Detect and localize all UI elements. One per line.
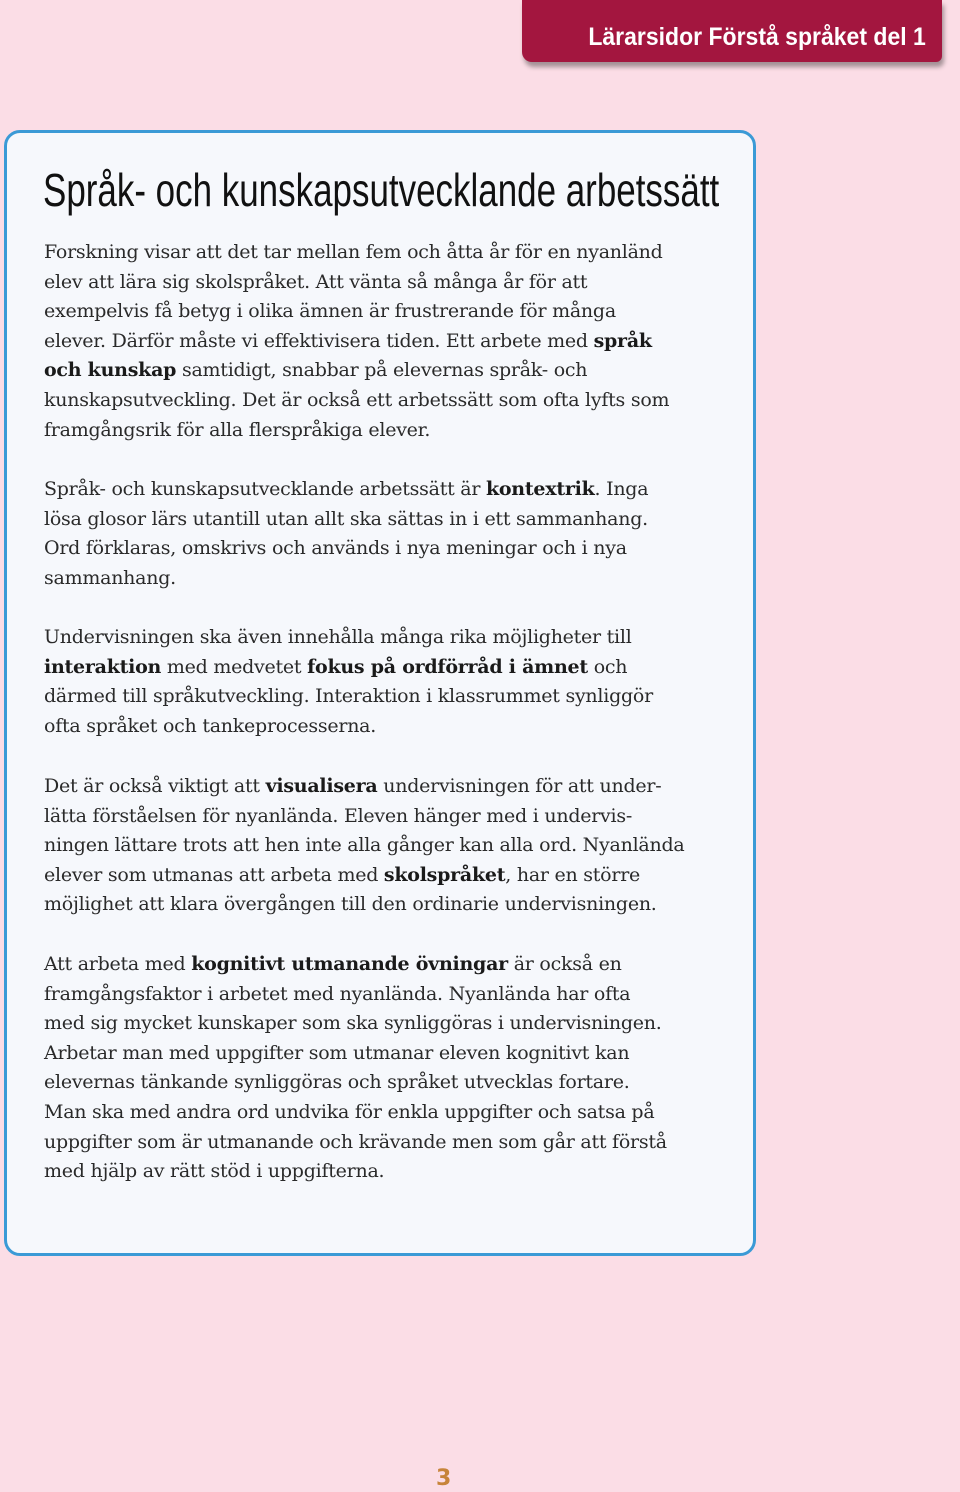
article-title: Språk- och kunskapsutvecklande arbetssätt xyxy=(43,164,720,216)
header-tab xyxy=(522,0,942,62)
text-segment: och xyxy=(587,655,628,678)
text-line xyxy=(44,356,704,386)
text-segment: lätta förståelsen för nyanlända. Eleven hänger med i undervis- xyxy=(44,804,633,827)
text-segment: Man ska med andra ord undvika för enkla uppgifter och satsa på xyxy=(44,1100,655,1123)
text-segment: ofta språket och tankeprocesserna. xyxy=(44,714,377,737)
text-segment: med medvetet xyxy=(161,655,308,678)
text-segment: elev att lära sig skolspråket. Att vänta så många år för att xyxy=(44,270,588,293)
text-segment: Forskning visar att det tar mellan fem och åtta år för en nyanländ xyxy=(44,241,663,263)
text-line xyxy=(44,1098,704,1128)
emphasized-term: språk xyxy=(593,329,652,352)
text-line xyxy=(44,505,704,535)
emphasized-term: fokus på ordförråd i ämnet xyxy=(307,655,588,678)
text-segment: framgångsrik för alla flerspråkiga elever. xyxy=(44,418,431,441)
text-line xyxy=(44,564,704,594)
article-paragraph xyxy=(44,238,704,445)
text-line xyxy=(44,653,704,683)
text-segment: är också en xyxy=(507,953,622,975)
text-line xyxy=(44,980,704,1010)
text-segment: Undervisningen ska även innehålla många rika möjligheter till xyxy=(44,626,632,648)
article-paragraph xyxy=(44,772,704,920)
article-paragraph xyxy=(44,623,704,741)
text-segment: framgångsfaktor i arbetet med nyanlända. Nyanlända har ofta xyxy=(44,982,631,1005)
text-line xyxy=(44,831,704,861)
text-segment: sammanhang. xyxy=(44,566,176,589)
text-segment: samtidigt, snabbar på elevernas språk- och xyxy=(176,359,588,382)
text-line xyxy=(44,802,704,832)
text-line xyxy=(44,238,704,268)
text-line xyxy=(44,1009,704,1039)
emphasized-term: visualisera xyxy=(265,775,378,797)
text-line xyxy=(44,1039,704,1069)
text-line xyxy=(44,890,704,920)
article-paragraph xyxy=(44,475,704,593)
text-line xyxy=(44,475,704,505)
text-segment: elever som utmanas att arbeta med xyxy=(44,863,384,886)
text-line xyxy=(44,416,704,446)
text-segment: ningen lättare trots att hen inte alla gånger kan alla ord. Nyanlända xyxy=(44,834,685,857)
text-line xyxy=(44,327,704,357)
text-segment: med sig mycket kunskaper som ska synliggöras i undervisningen. xyxy=(44,1012,662,1035)
text-segment: Det är också viktigt att xyxy=(44,775,266,797)
text-line xyxy=(44,1157,704,1187)
text-segment: möjlighet att klara övergången till den ordinarie undervisningen. xyxy=(44,893,657,916)
emphasized-term: skolspråket xyxy=(383,863,506,886)
text-line xyxy=(44,623,704,653)
text-segment: , har en större xyxy=(505,863,641,886)
page-number: 3 xyxy=(436,1466,452,1491)
text-line xyxy=(44,772,704,802)
text-segment: . Inga xyxy=(594,478,649,500)
text-segment: undervisningen för att under- xyxy=(377,775,662,797)
text-segment: Att arbeta med xyxy=(44,953,192,975)
article-paragraph xyxy=(44,950,704,1187)
text-line xyxy=(44,950,704,980)
text-line xyxy=(44,861,704,891)
text-segment: elever. Därför måste vi effektivisera tiden. Ett arbete med xyxy=(44,329,594,352)
text-line xyxy=(44,268,704,298)
text-segment: lösa glosor lärs utantill utan allt ska sättas in i ett sammanhang. xyxy=(44,507,648,530)
text-segment: därmed till språkutveckling. Interaktion i klassrummet synliggör xyxy=(44,685,653,708)
text-segment: kunskapsutveckling. Det är också ett arbetssätt som ofta lyfts som xyxy=(44,388,670,411)
text-segment: elevernas tänkande synliggöras och språket utvecklas fortare. xyxy=(44,1071,630,1094)
text-segment: med hjälp av rätt stöd i uppgifterna. xyxy=(44,1160,385,1183)
emphasized-term: och kunskap xyxy=(44,359,177,382)
text-segment: Språk- och kunskapsutvecklande arbetssätt är xyxy=(44,478,486,500)
emphasized-term: kognitivt utmanande övningar xyxy=(191,953,508,975)
text-segment: uppgifter som är utmanande och krävande men som går att förstå xyxy=(44,1130,667,1153)
header-tab-label: Lärarsidor Förstå språket del 1 xyxy=(588,23,926,51)
text-segment: Ord förklaras, omskrivs och används i nya meningar och i nya xyxy=(44,537,627,560)
emphasized-term: kontextrik xyxy=(485,478,595,500)
text-line xyxy=(44,297,704,327)
text-line xyxy=(44,534,704,564)
emphasized-term: interaktion xyxy=(44,655,162,678)
text-line xyxy=(44,1128,704,1158)
text-line xyxy=(44,386,704,416)
text-line xyxy=(44,1068,704,1098)
text-line xyxy=(44,712,704,742)
text-segment: exempelvis få betyg i olika ämnen är frustrerande för många xyxy=(44,300,616,323)
text-line xyxy=(44,682,704,712)
text-segment: Arbetar man med uppgifter som utmanar eleven kognitivt kan xyxy=(44,1041,630,1064)
